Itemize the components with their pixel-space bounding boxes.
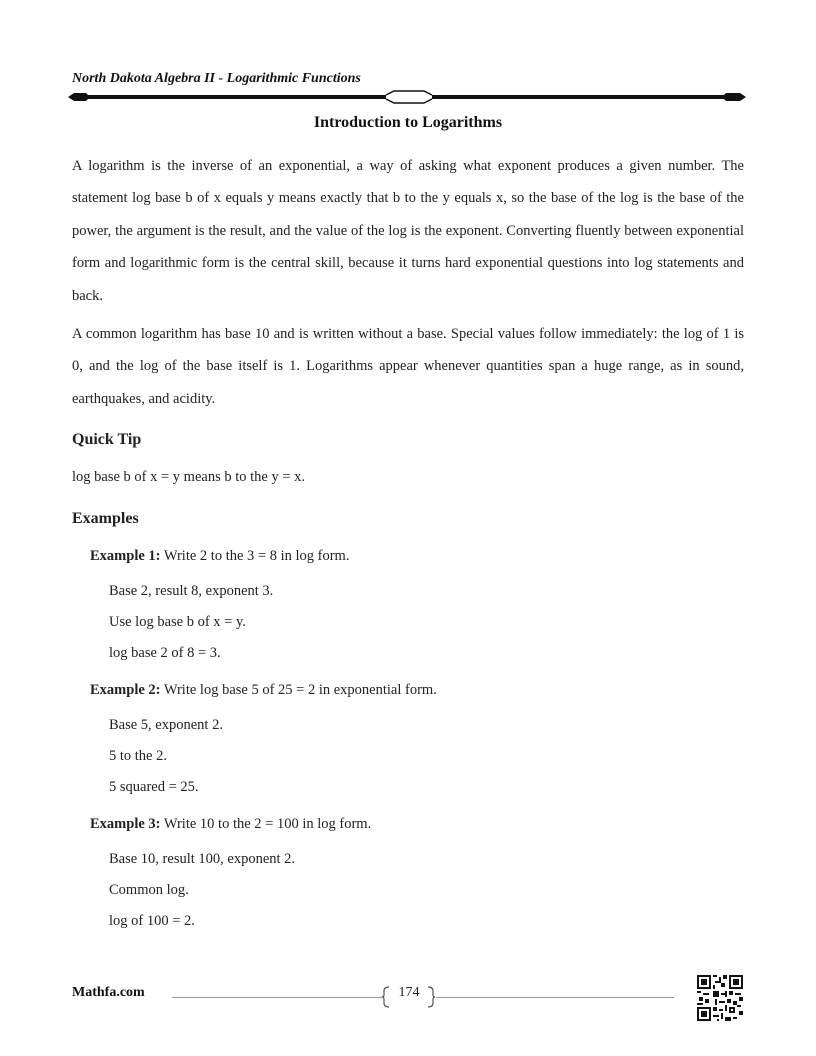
qr-code-icon: [697, 975, 743, 1021]
example-step: Base 2, result 8, exponent 3.: [109, 583, 274, 600]
header-title: North Dakota Algebra II - Logarithmic Functions: [72, 71, 361, 86]
example-steps: [109, 583, 744, 676]
example-steps: [109, 851, 744, 944]
example-step: Base 5, exponent 2.: [109, 717, 223, 734]
example-prompt: Write log base 5 of 25 = 2 in exponential form.: [163, 682, 437, 699]
example-prompt: Write 10 to the 2 = 100 in log form.: [163, 816, 372, 833]
quick-tip-text: log base b of x = y means b to the y = x.: [72, 469, 306, 486]
footer-brand: Mathfa.com: [72, 985, 145, 1000]
example-step: Use log base b of x = y.: [109, 614, 246, 631]
example-step: log base 2 of 8 = 3.: [109, 645, 221, 662]
intro-paragraph: A logarithm is the inverse of an exponential, a way of asking what exponent produces a given number. The statement log base b of x equals y means exactly that b to the y equals x, so the base of the log is the base of the power, the argument is the result, and the value of the log is the exponent. Converting fluently between exponential form and logarithmic form is the central skill, because it turns hard exponential questions into log statements and back.: [72, 158, 744, 304]
footer-divider-right: [436, 997, 674, 998]
footer-divider-left: [172, 997, 382, 998]
examples-heading: Examples: [72, 510, 139, 528]
example-block: [90, 816, 744, 944]
page-number: 174: [398, 985, 420, 1000]
example-title: [90, 816, 744, 833]
example-title: [90, 548, 744, 565]
example-title: [90, 682, 744, 699]
example-block: [90, 548, 744, 676]
header-divider: [68, 88, 748, 106]
example-label: Example 1:: [90, 548, 161, 565]
example-block: [90, 682, 744, 810]
main-content: [72, 150, 744, 944]
example-label: Example 3:: [90, 816, 161, 833]
example-step: log of 100 = 2.: [109, 913, 195, 930]
example-steps: [109, 717, 744, 810]
example-step: Common log.: [109, 882, 189, 899]
page-title: Introduction to Logarithms: [313, 114, 503, 131]
common-log-paragraph: A common logarithm has base 10 and is written without a base. Special values follow immediately: the log of 1 is 0, and the log of the base itself is 1. Logarithms appear whenever quantities span a huge range, as in sound, earthquakes, and acidity.: [72, 326, 744, 407]
example-step: 5 to the 2.: [109, 748, 167, 765]
page-bracket-right-icon: [427, 986, 435, 1008]
example-prompt: Write 2 to the 3 = 8 in log form.: [163, 548, 350, 565]
example-label: Example 2:: [90, 682, 161, 699]
example-step: 5 squared = 25.: [109, 779, 199, 796]
example-step: Base 10, result 100, exponent 2.: [109, 851, 296, 868]
quick-tip-heading: Quick Tip: [72, 431, 142, 449]
